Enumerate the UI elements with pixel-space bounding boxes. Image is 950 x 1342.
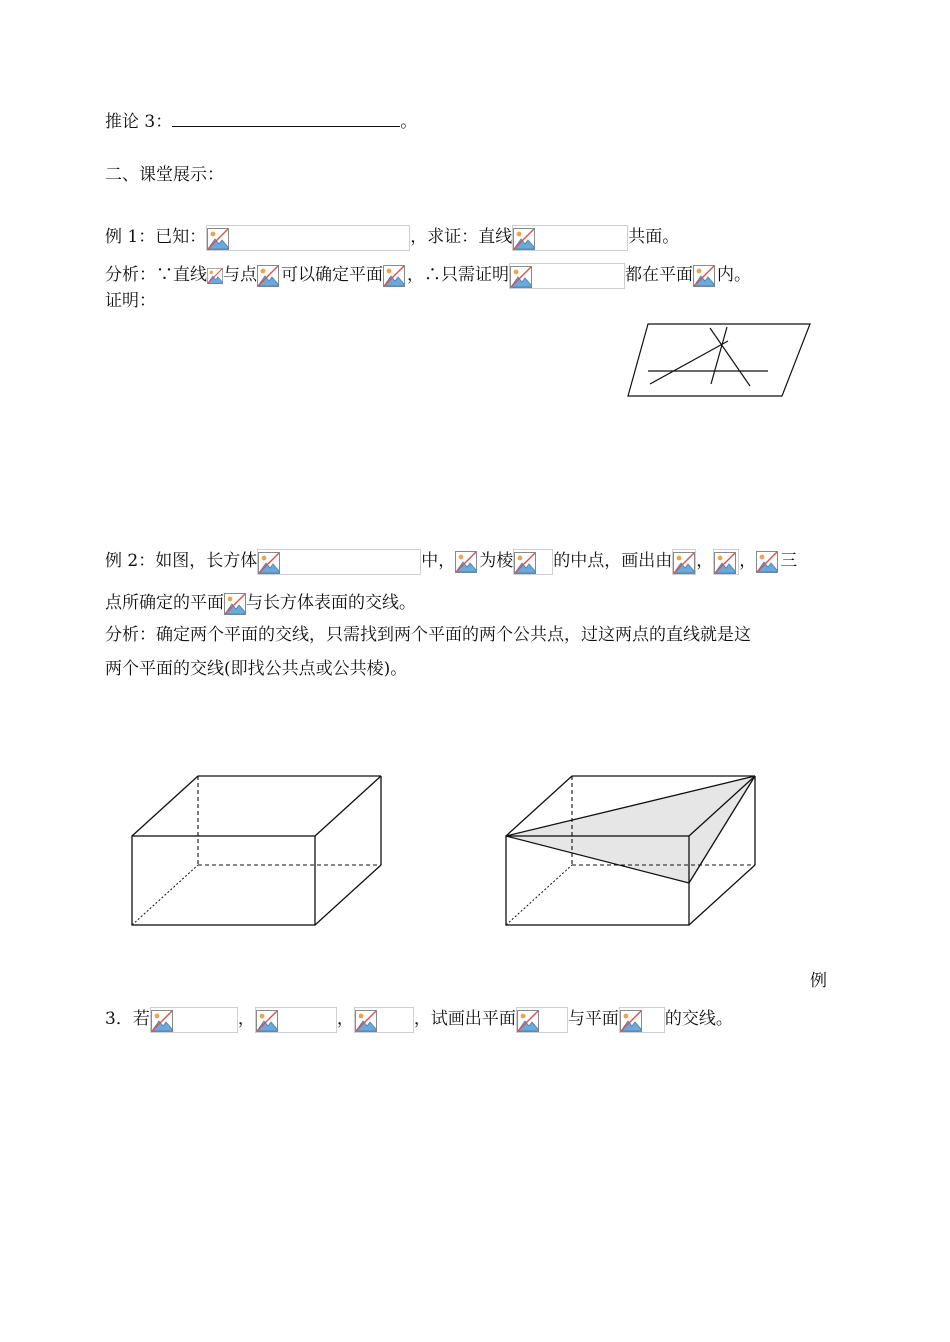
formula-image (516, 1007, 568, 1033)
example-3-word: 例 (810, 971, 827, 991)
formula-image (509, 263, 625, 289)
plane-lines-figure (620, 318, 820, 402)
broken-image-icon (207, 266, 223, 286)
line-d (711, 327, 727, 384)
fill-blank[interactable] (172, 108, 400, 127)
example-2-analysis-1: 分析：确定两个平面的交线，只需找到两个平面的两个公共点，过这两点的直线就是这 (105, 625, 751, 645)
broken-image-icon (714, 552, 736, 574)
formula-image (207, 263, 223, 289)
example-2-analysis-2: 两个平面的交线(即找公共点或公共棱)。 (105, 659, 408, 679)
formula-image (206, 225, 410, 251)
formula-image (257, 549, 421, 575)
broken-image-icon (510, 266, 532, 288)
broken-image-icon (620, 1010, 642, 1032)
broken-image-icon (207, 228, 229, 250)
broken-image-icon (258, 552, 280, 574)
section-title: 二、课堂展示： (105, 165, 224, 185)
broken-image-icon (257, 265, 279, 287)
line-c (710, 328, 750, 386)
formula-image (713, 549, 739, 575)
broken-image-icon (355, 1010, 377, 1032)
formula-image (150, 1007, 238, 1033)
formula-image (619, 1007, 665, 1033)
example-1-statement: 例 1：已知： ，求证：直线 共面。 (105, 224, 679, 251)
formula-image (756, 549, 780, 575)
broken-image-icon (513, 228, 535, 250)
line-b (650, 341, 728, 384)
broken-image-icon (455, 551, 477, 573)
proof-label: 证明： (105, 291, 156, 311)
formula-image (383, 263, 407, 289)
formula-image (257, 263, 281, 289)
example-3-statement: 3．若 ， ， ，试画出平面 与平面 的交线。 (105, 1006, 733, 1033)
formula-image (672, 549, 696, 575)
example-2-statement: 例 2：如图，长方体 中， 为棱 的中点，画出由 ， ， 三 (105, 548, 797, 575)
broken-image-icon (693, 265, 715, 287)
broken-image-icon (756, 551, 778, 573)
formula-image (224, 591, 246, 617)
broken-image-icon (256, 1010, 278, 1032)
broken-image-icon (517, 1010, 539, 1032)
hidden-edges (198, 776, 381, 865)
front-face (132, 836, 315, 925)
plane-parallelogram (628, 324, 810, 396)
formula-image (354, 1007, 414, 1033)
inference-3-line: 推论 3： 。 (105, 108, 417, 135)
cuboid-figure-right (502, 772, 760, 930)
formula-image (513, 549, 553, 575)
cuboid-figure-left (128, 772, 386, 930)
example-1-analysis: 分析：∵直线 与点 可以确定平面 ，∴只需证明 都在平面 内。 (105, 262, 751, 289)
formula-image (255, 1007, 337, 1033)
inference-3-label: 推论 3： (105, 112, 173, 132)
shaded-section (506, 776, 755, 883)
formula-image (455, 549, 479, 575)
formula-image (512, 225, 628, 251)
broken-image-icon (673, 552, 695, 574)
broken-image-icon (224, 593, 246, 615)
formula-image (693, 263, 717, 289)
broken-image-icon (514, 552, 536, 574)
example-2-line2: 点所确定的平面 与长方体表面的交线。 (105, 590, 416, 617)
broken-image-icon (383, 265, 405, 287)
broken-image-icon (151, 1010, 173, 1032)
